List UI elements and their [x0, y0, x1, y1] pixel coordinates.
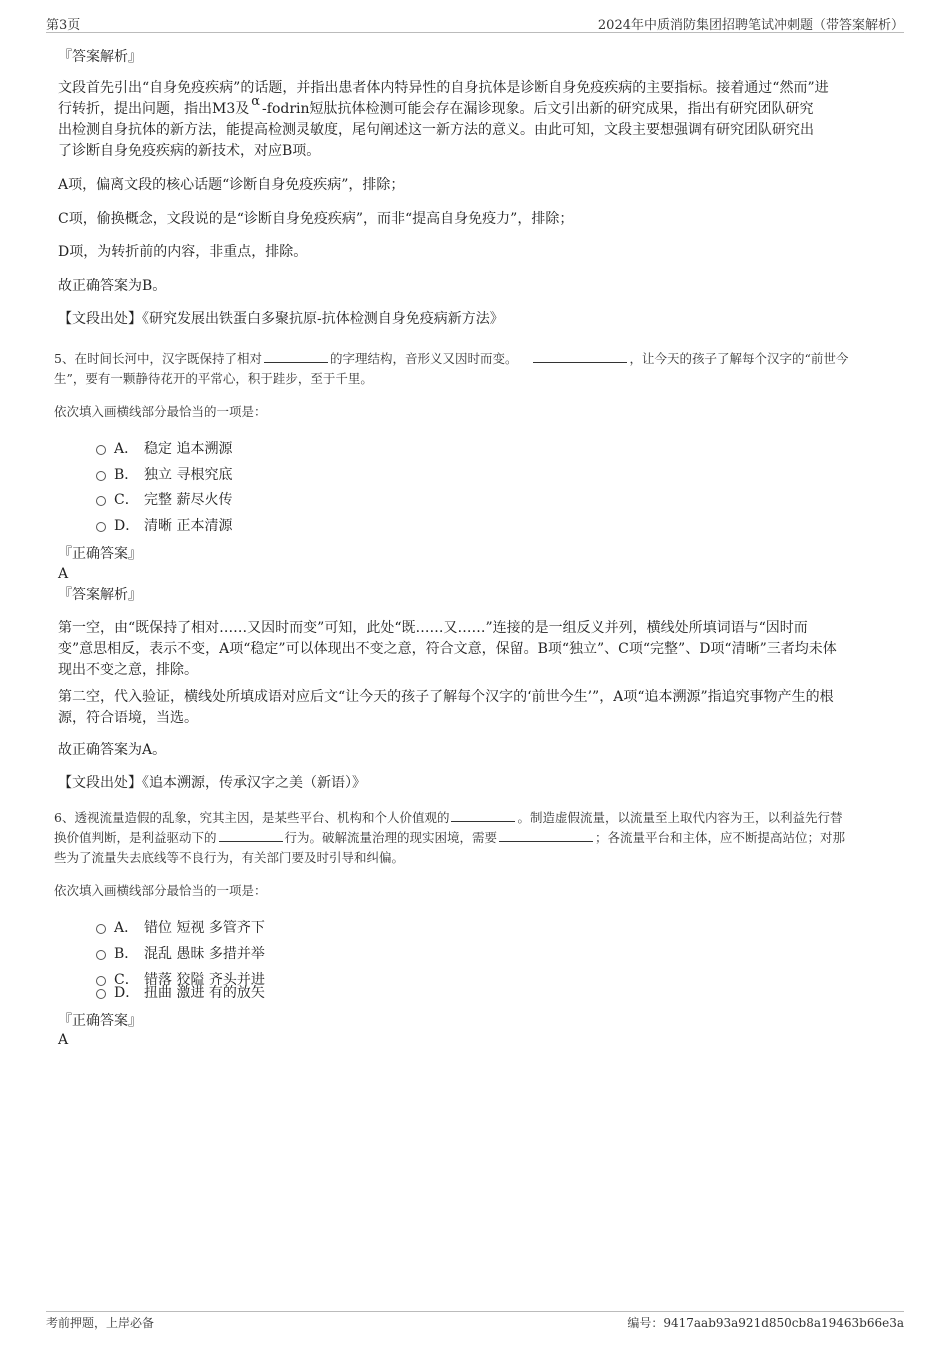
- option-c[interactable]: C． 完整 薪尽火传: [96, 490, 232, 510]
- analysis-paragraph: 第一空，由“既保持了相对……又因时而变”可知，此处“既……又……”连接的是一组反义并列，横线处所填词语与“因时而 变”意思相反，表示不变，A项“稳定”可以体现出不变之意，符合文意，保留。B项“独立”、C项“完整”、D项“清晰”三者均未体 现出不变之意，排除。: [58, 620, 837, 678]
- correct-answer: A: [58, 566, 69, 582]
- question-6-stem: 6、透视流量造假的乱象，究其主因，是某些平台、机构和个人价值观的 。制造虚假流量，以流量至上取代内容为王，以利益先行替 换价值判断，是利益驱动下的 行为。破解流量治理的现实困境，需要 ；各流量平台和主体，应不断提高站位；对那 些为了流量失去底线等不良行为，有关部门要及时引导和纠偏。: [54, 810, 846, 865]
- radio-icon[interactable]: [96, 471, 106, 481]
- correct-answer: A: [58, 1032, 69, 1048]
- radio-icon[interactable]: [96, 496, 106, 506]
- option-d-analysis: D项，为转折前的内容，非重点，排除。: [58, 244, 308, 260]
- blank-line: [499, 829, 593, 842]
- option-c-analysis: C项，偷换概念，文段说的是“诊断自身免疫疾病”，而非“提高自身免疫力”，排除；: [58, 211, 574, 227]
- document-id: 编号：9417aab93a921d850cb8a19463b66e3a: [627, 1316, 904, 1330]
- option-b[interactable]: B． 独立 寻根究底: [96, 465, 232, 485]
- document-title: 2024年中质消防集团招聘笔试冲刺题（带答案解析）: [597, 18, 904, 33]
- option-b[interactable]: B． 混乱 愚昧 多措并举: [96, 944, 265, 964]
- alpha-symbol: α: [251, 94, 261, 109]
- analysis-paragraph: 第二空，代入验证，横线处所填成语对应后文“让今天的孩子了解每个汉字的‘前世今生’”，A项“追本溯源”指追究事物产生的根 源，符合语境，当选。: [58, 689, 834, 726]
- page-footer: [46, 1311, 904, 1334]
- answer-conclusion: 故正确答案为A。: [58, 742, 167, 758]
- blank-line: [451, 809, 515, 822]
- radio-icon[interactable]: [96, 989, 106, 999]
- blank-line: [219, 829, 283, 842]
- blank-line: [264, 350, 328, 363]
- footer-slogan: 考前押题，上岸必备: [46, 1316, 155, 1330]
- radio-icon[interactable]: [96, 924, 106, 934]
- question-5-stem: 5、在时间长河中，汉字既保持了相对 的字理结构，音形义又因时而变。 ，让今天的孩子了解每个汉字的“前世今 生”，要有一颗静待花开的平常心，积于跬步，至于千里。: [54, 351, 849, 386]
- analysis-paragraph: 文段首先引出“自身免疫疾病”的话题，并指出患者体内特异性的自身抗体是诊断自身免疫疾病的主要指标。接着通过“然而”进 行转折，提出问题，指出M3及 α -fodrin短肽抗体检测可能会存在漏诊现象。后文引出新的研究成果，指出有研究团队研究 出检测自身抗体的新方法，能提高检测灵敏度，尾句阐述这一新方法的意义。由此可知，文段主要想强调有研究团队研究出 了诊断自身免疫疾病的新技术，对应B项。: [58, 80, 829, 159]
- source-citation: 【文段出处】《追本溯源，传承汉字之美（新语）》: [58, 775, 366, 791]
- page-header: [46, 14, 904, 33]
- question-prompt: 依次填入画横线部分最恰当的一项是：: [54, 404, 267, 419]
- source-citation: 【文段出处】《研究发展出铁蛋白多聚抗原-抗体检测自身免疫病新方法》: [58, 311, 504, 327]
- analysis-heading: 『答案解析』: [58, 49, 142, 65]
- answer-conclusion: 故正确答案为B。: [58, 278, 167, 294]
- option-a[interactable]: A． 稳定 追本溯源: [96, 439, 232, 459]
- option-a[interactable]: A． 错位 短视 多管齐下: [96, 918, 265, 938]
- option-c[interactable]: C． 错落 狡隘 齐头并进: [96, 970, 265, 990]
- analysis-heading: 『答案解析』: [58, 587, 142, 603]
- question-prompt: 依次填入画横线部分最恰当的一项是：: [54, 883, 267, 898]
- radio-icon[interactable]: [96, 522, 106, 532]
- option-d[interactable]: D． 清晰 正本清源: [96, 516, 232, 536]
- radio-icon[interactable]: [96, 445, 106, 455]
- page-number: 第3页: [46, 18, 81, 33]
- option-a-analysis: A项，偏离文段的核心话题“诊断自身免疫疾病”，排除；: [58, 177, 405, 193]
- option-d[interactable]: D． 扭曲 激进 有的放矢: [96, 983, 265, 1003]
- correct-answer-heading: 『正确答案』: [58, 546, 142, 562]
- blank-line: [533, 350, 627, 363]
- radio-icon[interactable]: [96, 950, 106, 960]
- correct-answer-heading: 『正确答案』: [58, 1013, 142, 1029]
